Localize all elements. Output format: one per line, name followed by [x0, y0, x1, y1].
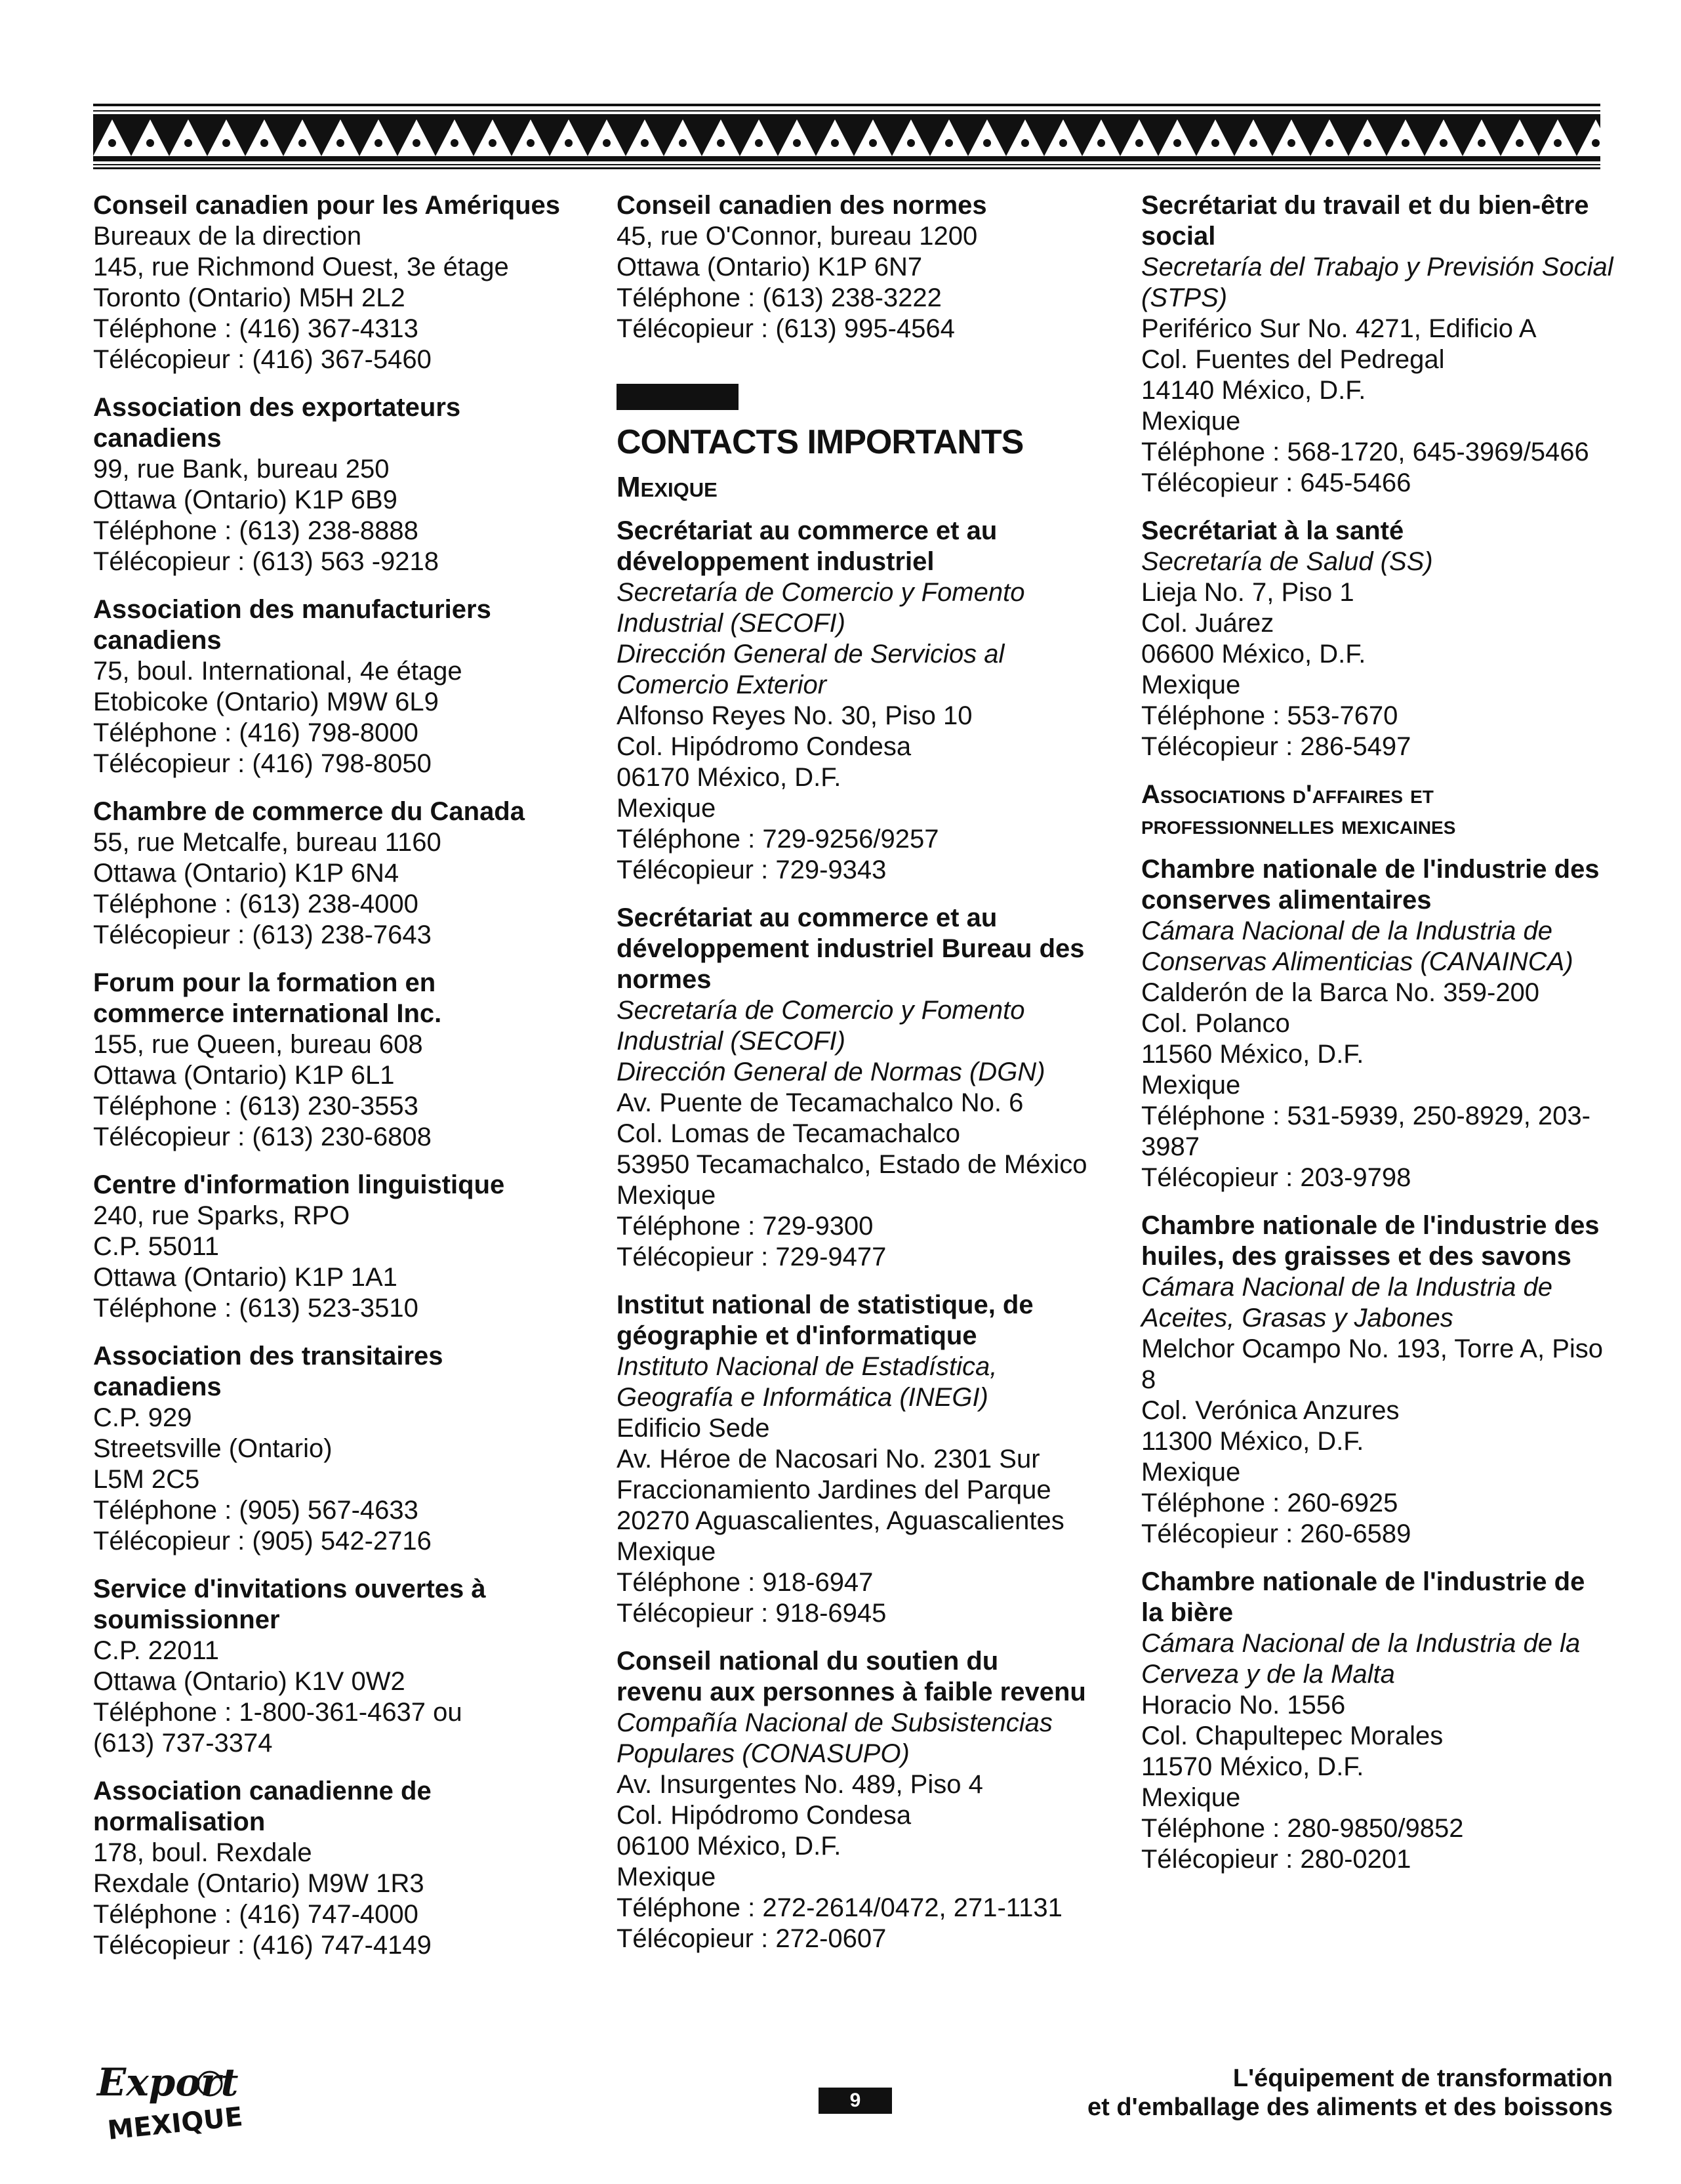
address-line: Téléphone : (416) 798-8000 [93, 718, 418, 747]
address-line: Télécopieur : (613) 995-4564 [617, 314, 955, 343]
address-line: 55, rue Metcalfe, bureau 1160 [93, 828, 441, 857]
spanish-name: Dirección General de Servicios al Comercio Exterior [617, 640, 1005, 699]
address-line: 45, rue O'Connor, bureau 1200 [617, 222, 978, 251]
address-line: Col. Polanco [1141, 1009, 1290, 1038]
zigzag-pattern-icon [93, 104, 1600, 169]
address-line: Periférico Sur No. 4271, Edificio A [1141, 314, 1537, 343]
contact-entry [1141, 516, 1613, 762]
export-mexique-logo [93, 2055, 245, 2147]
address-line: Mexique [1141, 407, 1241, 436]
contact-entry [93, 1776, 565, 1961]
address-line: 155, rue Queen, bureau 608 [93, 1030, 423, 1059]
address-line: Mexique [617, 1863, 716, 1891]
section-marker-bar [617, 384, 739, 410]
address-line: Téléphone : (905) 567-4633 [93, 1496, 418, 1525]
address-line: 06100 México, D.F. [617, 1832, 841, 1861]
address-line: 145, rue Richmond Ouest, 3e étage [93, 253, 509, 281]
address-line: 20270 Aguascalientes, Aguascalientes [617, 1506, 1064, 1535]
contact-name: Secrétariat au commerce et au développement industriel [617, 516, 998, 576]
address-line: Ottawa (Ontario) K1V 0W2 [93, 1667, 405, 1696]
address-line: 11300 México, D.F. [1141, 1427, 1364, 1456]
address-line: Téléphone : (613) 238-3222 [617, 283, 942, 312]
contact-name: Association des manufacturiers canadiens [93, 595, 491, 655]
contact-name: Secrétariat à la santé [1141, 516, 1404, 545]
address-line: Ottawa (Ontario) K1P 6B9 [93, 485, 397, 514]
contact-name: Chambre nationale de l'industrie de la bière [1141, 1567, 1585, 1627]
contact-name: Conseil canadien des normes [617, 191, 987, 220]
contact-entry [93, 392, 565, 577]
address-line: C.P. 929 [93, 1403, 192, 1432]
column-canadian-contacts [93, 190, 565, 1978]
address-line: Télécopieur : 280-0201 [1141, 1845, 1411, 1874]
address-line: Mexique [617, 794, 716, 823]
address-line: Télécopieur : (905) 542-2716 [93, 1527, 432, 1556]
address-line: Col. Chapultepec Morales [1141, 1721, 1444, 1750]
address-line: Télécopieur : 729-9343 [617, 855, 887, 884]
address-line: Téléphone : 531-5939, 250-8929, 203-3987 [1141, 1102, 1590, 1161]
spanish-name: Instituto Nacional de Estadística, Geografía e Informática (INEGI) [617, 1352, 998, 1412]
address-line: Av. Insurgentes No. 489, Piso 4 [617, 1770, 983, 1799]
contact-name: Centre d'information linguistique [93, 1170, 505, 1199]
address-line: Mexique [1141, 1071, 1241, 1100]
address-line: Télécopieur : (416) 798-8050 [93, 749, 432, 778]
contact-name: Forum pour la formation en commerce international Inc. [93, 968, 442, 1028]
contact-name: Service d'invitations ouvertes à soumissionner [93, 1575, 486, 1634]
address-line: Télécopieur : 272-0607 [617, 1924, 887, 1953]
address-line: Téléphone : 918-6947 [617, 1568, 874, 1597]
address-line: Téléphone : 272-2614/0472, 271-1131 [617, 1893, 1063, 1922]
address-line: Col. Hipódromo Condesa [617, 1801, 912, 1830]
footer-line-2: et d'emballage des aliments et des boissons [1087, 2093, 1613, 2121]
address-line: Télécopieur : 286-5497 [1141, 732, 1411, 761]
mexico-contacts-continued [1141, 190, 1613, 762]
address-line: Av. Puente de Tecamachalco No. 6 [617, 1088, 1024, 1117]
address-line: C.P. 22011 [93, 1636, 220, 1665]
spanish-name: Secretaría de Comercio y Fomento Industrial (SECOFI) [617, 996, 1025, 1056]
address-line: Téléphone : 260-6925 [1141, 1489, 1398, 1517]
contact-name: Conseil national du soutien du revenu aux personnes à faible revenu [617, 1647, 1086, 1706]
address-line: Bureaux de la direction [93, 222, 362, 251]
address-line: Mexique [617, 1181, 716, 1210]
contact-name: Chambre nationale de l'industrie des conserves alimentaires [1141, 855, 1600, 915]
address-line: Toronto (Ontario) M5H 2L2 [93, 283, 405, 312]
address-line: (613) 737-3374 [93, 1729, 273, 1758]
address-line: Lieja No. 7, Piso 1 [1141, 578, 1354, 607]
address-line: Alfonso Reyes No. 30, Piso 10 [617, 701, 973, 730]
spanish-name: Secretaría de Comercio y Fomento Industrial (SECOFI) [617, 578, 1025, 638]
mexico-contacts-list [617, 516, 1089, 1954]
contact-entry [93, 796, 565, 951]
spanish-name: Secretaría de Salud (SS) [1141, 547, 1433, 576]
contact-name: Association canadienne de normalisation [93, 1777, 432, 1836]
address-line: Télécopieur : (613) 230-6808 [93, 1123, 432, 1151]
spanish-name: Cámara Nacional de la Industria de Aceites, Grasas y Jabones [1141, 1273, 1553, 1332]
address-line: Etobicoke (Ontario) M9W 6L9 [93, 688, 439, 716]
contact-name: Chambre de commerce du Canada [93, 797, 525, 826]
address-line: 53950 Tecamachalco, Estado de México [617, 1150, 1087, 1179]
contact-entry [617, 516, 1089, 886]
address-line: Ottawa (Ontario) K1P 6N7 [617, 253, 923, 281]
address-line: Téléphone : (613) 230-3553 [93, 1092, 418, 1121]
decorative-band [93, 104, 1600, 169]
contact-entry [1141, 854, 1613, 1193]
address-line: Fraccionamiento Jardines del Parque [617, 1475, 1051, 1504]
canadian-contacts-continued [617, 190, 1089, 344]
address-line: Télécopieur : 729-9477 [617, 1243, 887, 1271]
associations-list [1141, 854, 1613, 1875]
address-line: Télécopieur : 645-5466 [1141, 468, 1411, 497]
address-line: Mexique [1141, 1458, 1241, 1487]
spanish-name: Dirección General de Normas (DGN) [617, 1058, 1045, 1086]
contact-entry [617, 1646, 1089, 1954]
address-line: Téléphone : (416) 747-4000 [93, 1900, 418, 1929]
spanish-name: Compañía Nacional de Subsistencias Populares (CONASUPO) [617, 1708, 1053, 1768]
address-line: Edificio Sede [617, 1414, 770, 1443]
spanish-name: Secretaría del Trabajo y Previsión Social (STPS) [1141, 253, 1613, 312]
contact-entry [617, 1290, 1089, 1629]
column-mexico-government [617, 190, 1089, 1971]
address-line: Télécopieur : 918-6945 [617, 1599, 887, 1628]
address-line: Mexique [1141, 1783, 1241, 1812]
address-line: Horacio No. 1556 [1141, 1691, 1346, 1720]
address-line: 06600 México, D.F. [1141, 640, 1366, 669]
address-line: Téléphone : 280-9850/9852 [1141, 1814, 1464, 1843]
address-line: 06170 México, D.F. [617, 763, 841, 792]
contact-entry [93, 1574, 565, 1759]
address-line: Téléphone : 729-9300 [617, 1212, 874, 1241]
address-line: Téléphone : 729-9256/9257 [617, 825, 939, 854]
address-line: L5M 2C5 [93, 1465, 200, 1494]
contact-entry [617, 190, 1089, 344]
contact-entry [93, 1341, 565, 1557]
footer-title [1087, 2064, 1613, 2122]
address-line: Col. Hipódromo Condesa [617, 732, 912, 761]
address-line: Téléphone : 553-7670 [1141, 701, 1398, 730]
contact-entry [1141, 1210, 1613, 1550]
address-line: Téléphone : (416) 367-4313 [93, 314, 418, 343]
address-line: Télécopieur : (613) 238-7643 [93, 920, 432, 949]
contact-name: Association des exportateurs canadiens [93, 393, 461, 453]
address-line: Téléphone : 568-1720, 645-3969/5466 [1141, 438, 1589, 466]
address-line: Col. Verónica Anzures [1141, 1396, 1400, 1425]
contact-name: Chambre nationale de l'industrie des huiles, des graisses et des savons [1141, 1211, 1600, 1271]
contact-entry [93, 594, 565, 779]
address-line: Télécopieur : (613) 563 -9218 [93, 547, 439, 576]
address-line: Ottawa (Ontario) K1P 6N4 [93, 859, 399, 888]
spanish-name: Cámara Nacional de la Industria de Conservas Alimenticias (CANAINCA) [1141, 917, 1573, 976]
address-line: C.P. 55011 [93, 1232, 220, 1261]
address-line: Streetsville (Ontario) [93, 1434, 333, 1463]
address-line: 75, boul. International, 4e étage [93, 657, 462, 686]
contact-name: Institut national de statistique, de géographie et d'informatique [617, 1290, 1034, 1350]
address-line: 178, boul. Rexdale [93, 1838, 312, 1867]
contact-entry [93, 968, 565, 1153]
address-line: 14140 México, D.F. [1141, 376, 1366, 405]
logo-word-text: MEXIQUE [106, 2101, 245, 2146]
contact-entry [93, 1170, 565, 1324]
logo-script-text: Export [97, 2060, 239, 2105]
address-line: Ottawa (Ontario) K1P 6L1 [93, 1061, 395, 1090]
address-line: Av. Héroe de Nacosari No. 2301 Sur [617, 1445, 1040, 1473]
address-line: Mexique [617, 1537, 716, 1566]
address-line: 11560 México, D.F. [1141, 1040, 1364, 1069]
contact-entry [1141, 1567, 1613, 1875]
contact-name: Conseil canadien pour les Amériques [93, 191, 561, 220]
address-line: Télécopieur : 203-9798 [1141, 1163, 1411, 1192]
subhead-associations: Associations d'affaires et professionnelles mexicaines [1141, 780, 1456, 840]
contact-name: Secrétariat au commerce et au développement industriel Bureau des normes [617, 903, 1085, 994]
address-line: Télécopieur : (416) 367-5460 [93, 345, 432, 374]
contact-entry [1141, 190, 1613, 499]
address-line: Rexdale (Ontario) M9W 1R3 [93, 1869, 424, 1898]
address-line: Col. Lomas de Tecamachalco [617, 1119, 960, 1148]
address-line: 11570 México, D.F. [1141, 1752, 1364, 1781]
contact-name: Secrétariat du travail et du bien-être social [1141, 191, 1589, 251]
page-number: 9 [819, 2088, 892, 2114]
contact-entry [93, 190, 565, 375]
address-line: Calderón de la Barca No. 359-200 [1141, 978, 1540, 1007]
address-line: 99, rue Bank, bureau 250 [93, 455, 390, 484]
address-line: Col. Juárez [1141, 609, 1274, 638]
address-line: Télécopieur : 260-6589 [1141, 1519, 1411, 1548]
address-line: Ottawa (Ontario) K1P 1A1 [93, 1263, 397, 1292]
address-line: Téléphone : (613) 523-3510 [93, 1294, 418, 1323]
address-line: Téléphone : 1-800-361-4637 ou [93, 1698, 462, 1727]
subhead-mexique: Mexique [617, 471, 718, 503]
address-line: Mexique [1141, 670, 1241, 699]
address-line: Télécopieur : (416) 747-4149 [93, 1931, 432, 1960]
address-line: Col. Fuentes del Pedregal [1141, 345, 1445, 374]
address-line: Melchor Ocampo No. 193, Torre A, Piso 8 [1141, 1334, 1604, 1394]
contact-name: Association des transitaires canadiens [93, 1342, 443, 1401]
spanish-name: Cámara Nacional de la Industria de la Cerveza y de la Malta [1141, 1629, 1581, 1689]
address-line: Téléphone : (613) 238-8888 [93, 516, 418, 545]
address-line: 240, rue Sparks, RPO [93, 1201, 350, 1230]
column-mexico-associations [1141, 190, 1613, 1892]
section-title: CONTACTS IMPORTANTS [617, 423, 1024, 461]
contact-entry [617, 903, 1089, 1273]
footer-line-1: L'équipement de transformation [1232, 2065, 1613, 2092]
address-line: Téléphone : (613) 238-4000 [93, 890, 418, 918]
